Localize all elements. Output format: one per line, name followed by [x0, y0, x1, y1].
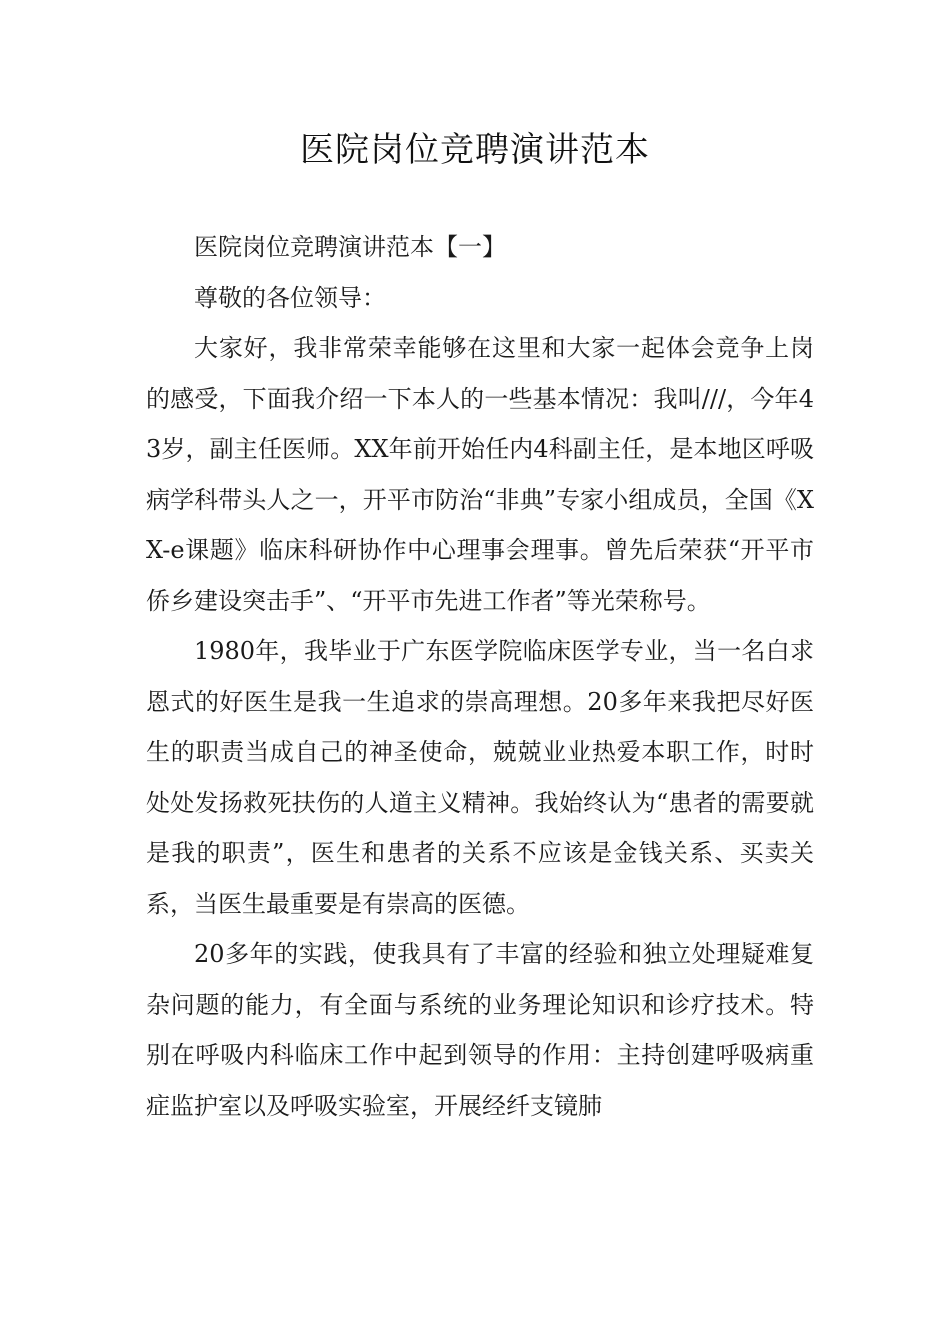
paragraph-education: 1980年，我毕业于广东医学院临床医学专业，当一名白求恩式的好医生是我一生追求的崇高理想。20多年来我把尽好医生的职责当成自己的神圣使命，兢兢业业热爱本职工作，时时处处发扬救死扶伤的人道主义精神。我始终认为“患者的需要就是我的职责”，医生和患者的关系不应该是金钱关系、买卖关系，当医生最重要是有崇高的医德。 [146, 637, 814, 918]
paragraph-experience: 20多年的实践，使我具有了丰富的经验和独立处理疑难复杂问题的能力，有全面与系统的业务理论知识和诊疗技术。特别在呼吸内科临床工作中起到领导的作用：主持创建呼吸病重症监护室以及呼吸实验室，开展经纤支镜肺 [146, 940, 814, 1120]
paragraph-intro: 大家好，我非常荣幸能够在这里和大家一起体会竞争上岗的感受，下面我介绍一下本人的一些基本情况：我叫///，今年43岁，副主任医师。XX年前开始任内4科副主任，是本地区呼吸病学科带头人之一，开平市防治“非典”专家小组成员，全国《XX-e课题》临床科研协作中心理事会理事。曾先后荣获“开平市侨乡建设突击手”、“开平市先进工作者”等光荣称号。 [146, 334, 814, 615]
document-body [146, 222, 814, 1131]
document-title: 医院岗位竞聘演讲范本 [300, 130, 650, 170]
salutation: 尊敬的各位领导： [194, 283, 386, 312]
section-heading: 医院岗位竞聘演讲范本【一】 [194, 233, 506, 261]
